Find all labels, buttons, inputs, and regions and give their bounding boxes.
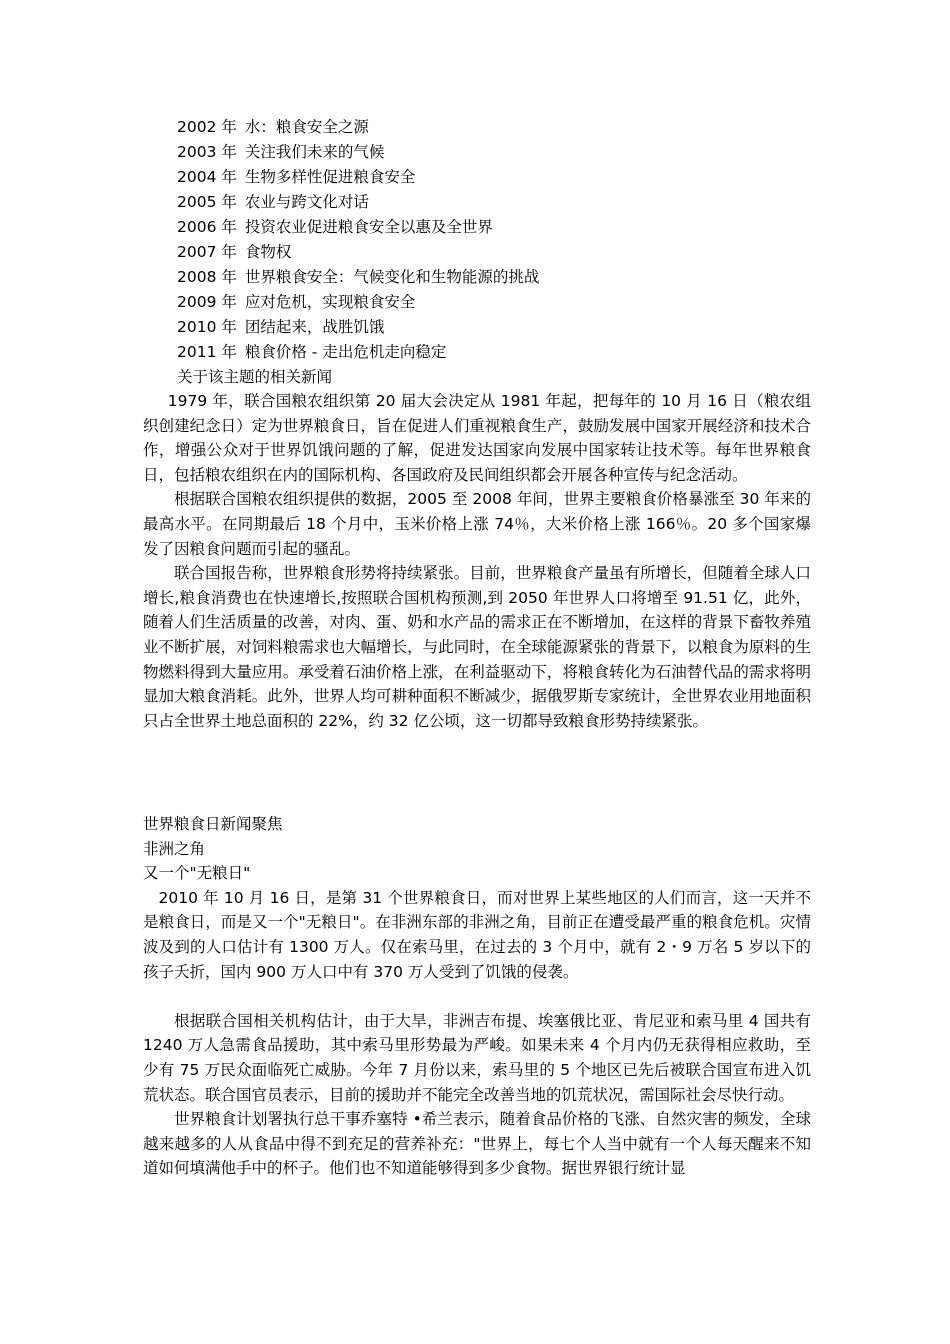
theme-text: 应对危机，实现粮食安全 (244, 293, 416, 311)
sub-heading: 又一个"无粮日" (143, 864, 251, 883)
theme-text: 世界粮食安全：气候变化和生物能源的挑战 (244, 268, 540, 286)
paragraph-price-surge: 根据联合国粮农组织提供的数据，2005 至 2008 年间，世界主要粮食价格暴涨至 30 年来的最高水平。在同期最后 18 个月中，玉米价格上涨 74％，大米价格上涨 166％。20 多个国家爆发了因粮食问题而引起的骚乱。 (143, 490, 811, 558)
theme-year: 2007 年 (177, 243, 237, 261)
theme-year: 2002 年 (177, 118, 237, 136)
theme-year: 2004 年 (177, 168, 237, 186)
theme-text: 食物权 (244, 243, 292, 261)
theme-year: 2009 年 (177, 293, 237, 311)
theme-year: 2006 年 (177, 218, 237, 236)
theme-item (177, 265, 817, 290)
theme-year: 2011 年 (177, 343, 237, 361)
paragraph-un-report: 联合国报告称，世界粮食形势将持续紧张。目前，世界粮食产量虽有所增长，但随着全球人口增长,粮食消费也在快速增长,按照联合国机构预测,到 2050 年世界人口将增至 91.51 亿，此外，随着人们生活质量的改善，对肉、蛋、奶和水产品的需求正在不断增加，在这样的背景下畜牧养殖业不断扩展，对饲料粮需求也大幅增长，与此同时，在全球能源紧张的背景下，以粮食为原料的生物燃料得到大量应用。承受着石油价格上涨，在利益驱动下，将粮食转化为石油替代品的需求将明显加大粮食消耗。此外，世界人均可耕种面积不断减少，据俄罗斯专家统计，全世界农业用地面积只占全世界土地总面积的 22%，约 32 亿公顷，这一切都导致粮食形势持续紧张。 (143, 564, 811, 730)
news-focus-section (143, 812, 811, 1181)
theme-text: 生物多样性促进粮食安全 (244, 168, 416, 186)
theme-item (177, 240, 817, 265)
theme-year: 2005 年 (177, 193, 237, 211)
theme-year: 2008 年 (177, 268, 237, 286)
paragraph-world-food-day-origin: 1979 年，联合国粮农组织第 20 届大会决定从 1981 年起，把每年的 10 月 16 日（粮农组织创建纪念日）定为世界粮食日，旨在促进人们重视粮食生产，鼓励发展中国家开展经济和技术合作，增强公众对于世界饥饿问题的了解，促进发达国家向发展中国家转让技术等。每年世界粮食日，包括粮农组织在内的国际机构、各国政府及民间组织都会开展各种宣传与纪念活动。 (143, 392, 811, 484)
blank-line (143, 984, 811, 1009)
region-heading: 非洲之角 (143, 839, 206, 858)
theme-text: 粮食价格 - 走出危机走向稳定 (244, 343, 447, 361)
theme-item (177, 290, 817, 315)
theme-list (177, 115, 817, 390)
theme-item (177, 190, 817, 215)
theme-text: 投资农业促进粮食安全以惠及全世界 (244, 218, 493, 236)
theme-text: 农业与跨文化对话 (244, 193, 369, 211)
related-news-heading: 关于该主题的相关新闻 (177, 368, 333, 386)
theme-text: 团结起来，战胜饥饿 (244, 318, 385, 336)
theme-item (177, 315, 817, 340)
theme-item (177, 165, 817, 190)
theme-item (177, 115, 817, 140)
theme-item (177, 140, 817, 165)
theme-item (177, 215, 817, 240)
theme-item (177, 340, 817, 365)
paragraph-no-food-day: 2010 年 10 月 16 日，是第 31 个世界粮食日，而对世界上某些地区的人们而言，这一天并不是粮食日，而是又一个"无粮日"。在非洲东部的非洲之角，目前正在遭受最严重的粮食危机。灾情波及到的人口估计有 1300 万人。仅在索马里，在过去的 3 个月中，就有 2・9 万名 5 岁以下的孩子夭折，国内 900 万人口中有 370 万人受到了饥饿的侵袭。 (143, 888, 811, 981)
paragraph-drought-estimate: 根据联合国相关机构估计，由于大旱，非洲吉布提、埃塞俄比亚、肯尼亚和索马里 4 国共有 1240 万人急需食品援助，其中索马里形势最为严峻。如果未来 4 个月内仍无获得相应救助，至少有 75 万民众面临死亡威胁。今年 7 月份以来，索马里的 5 个地区已先后被联合国宣布进入饥荒状态。联合国官员表示，目前的援助并不能完全改善当地的饥荒状况，需国际社会尽快行动。 (143, 1011, 811, 1104)
theme-year: 2003 年 (177, 143, 237, 161)
theme-text: 关注我们未来的气候 (244, 143, 385, 161)
theme-text: 水：粮食安全之源 (244, 118, 369, 136)
news-focus-heading: 世界粮食日新闻聚焦 (143, 815, 283, 833)
paragraph-wfp-statement: 世界粮食计划署执行总干事乔塞特 •希兰表示，随着食品价格的飞涨、自然灾害的频发，全球越来越多的人从食品中得不到充足的营养补充："世界上，每七个人当中就有一个人每天醒来不知道如何填满他手中的杯子。他们也不知道能够得到多少食物。据世界银行统计显 (143, 1110, 811, 1178)
intro-section (143, 389, 811, 733)
theme-year: 2010 年 (177, 318, 237, 336)
